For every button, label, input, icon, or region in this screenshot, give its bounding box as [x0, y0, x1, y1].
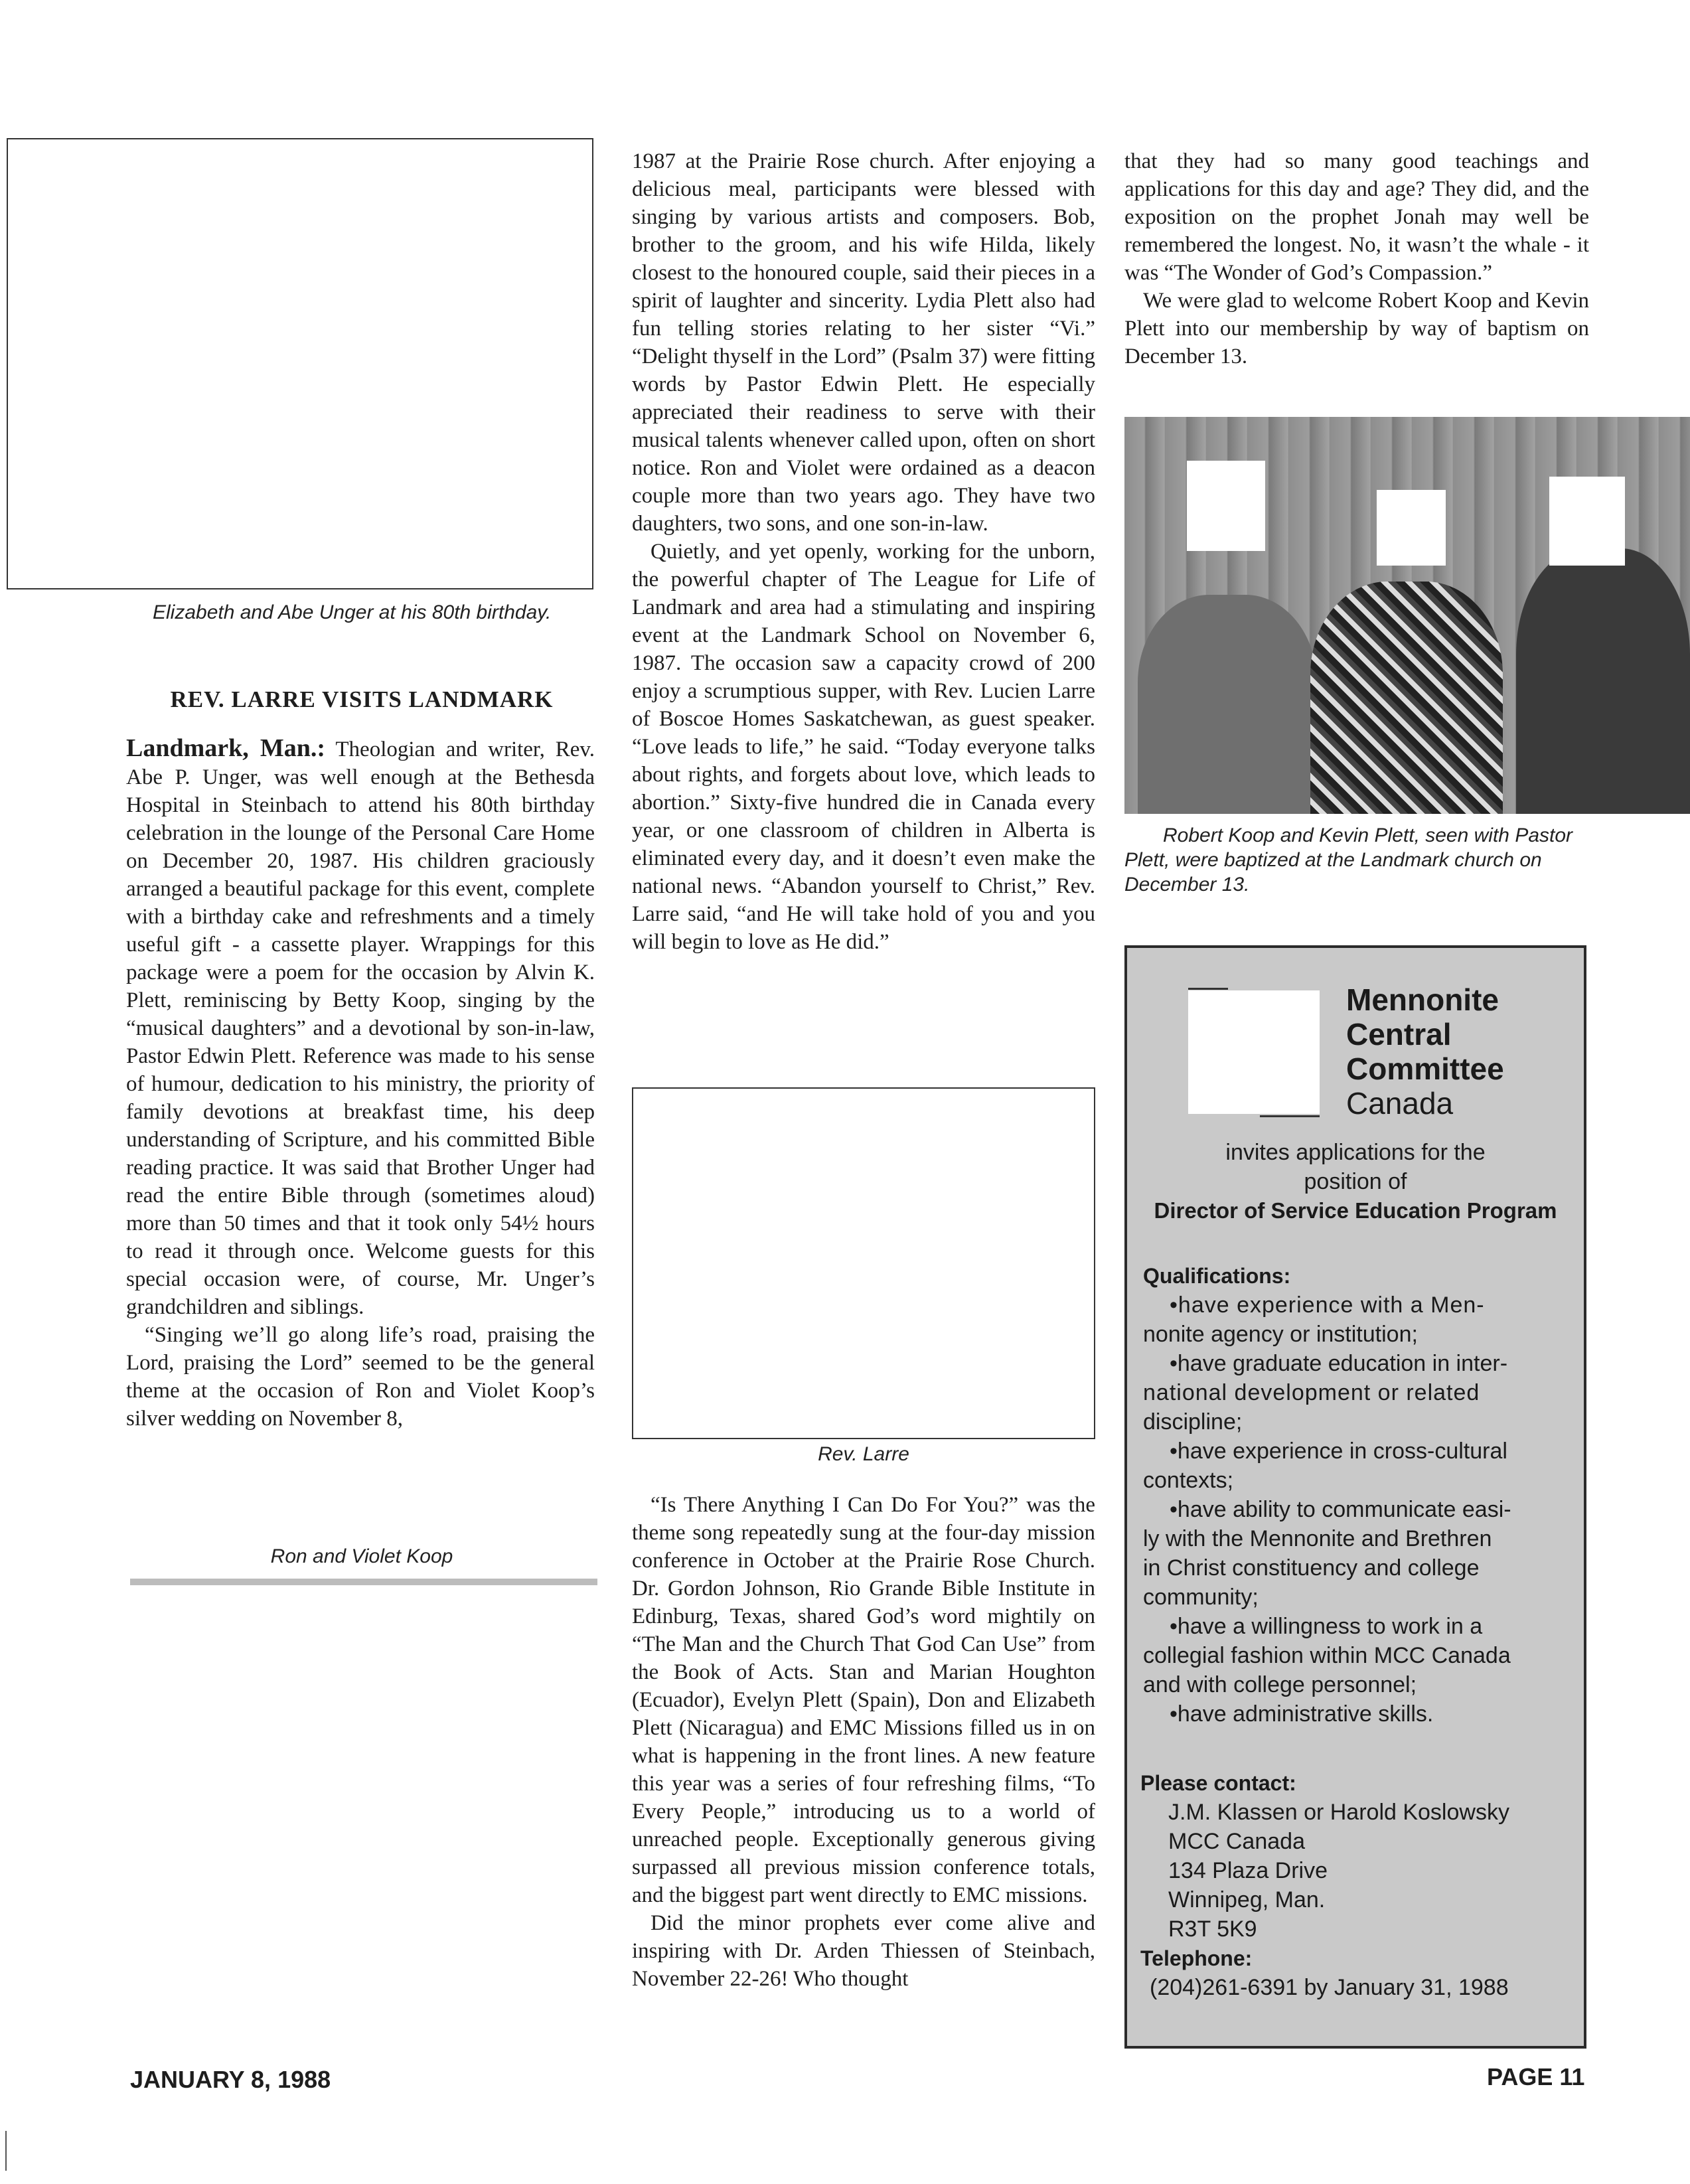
column2-p2: Quietly, and yet openly, working for the unborn, the powerful chapter of The League for Life of Landmark and area had a stimulating and inspiring event at the Landmark School on November 6, 1987. The occasion saw a capacity crowd of 200 enjoy a scrumptious supper, with Rev. Lucien Larre of Boscoe Homes Saskatchewan, as guest speaker. “Love leads to life,” he said. “Today everyone talks about rights, and forgets about love, which leads to abortion.” Sixty-five hundred die in Canada every year, or one classroom of children in Alberta is eliminated every day, and it doesn’t even make the national news. “Abandon yourself to Christ,” Rev. Larre said, “and He will take hold of you and you will begin to love as He did.” — [632, 540, 1095, 954]
column3-p1: that they had so many good teachings and applications for this day and age? They did, and the exposition on the prophet Jonah may well be remembered the longest. No, it wasn’t the whale - it was “The Wonder of God’s Compassion.” — [1124, 149, 1589, 285]
article-heading: REV. LARRE VISITS LANDMARK — [170, 686, 554, 712]
org-line2: Central — [1346, 1017, 1452, 1052]
column2-bottom — [632, 1491, 1095, 1993]
article1-lead: Landmark, Man.: — [126, 734, 326, 762]
qualifications-heading: Qualifications: — [1143, 1264, 1291, 1288]
column2-p1: 1987 at the Prairie Rose church. After enjoying a delicious meal, participants were blessed with singing by various artists and composers. Bob, brother to the groom, and his wife Hilda, likely closest to the honoured couple, said their pieces in a spirit of laughter and sincerity. Lydia Plett also had fun telling stories relating to her sister “Vi.” “Delight thyself in the Lord” (Psalm 37) were fitting words by Pastor Edwin Plett. He especially appreciated their readiness to serve with their musical talents whenever called upon, often on short notice. Ron and Violet were ordained as a deacon couple more than two years ago. They have two daughters, two sons, and one son-in-law. — [632, 149, 1095, 536]
qual-3b: contexts; — [1143, 1468, 1234, 1493]
telephone-number: (204)261-6391 by January 31, 1988 — [1150, 1975, 1509, 2000]
qual-1a: •have experience with a Men- — [1170, 1292, 1485, 1318]
article1-body — [126, 734, 595, 1433]
face-redaction-right — [1549, 477, 1625, 566]
telephone-heading: Telephone: — [1140, 1946, 1253, 1970]
baptism-photo — [1124, 417, 1690, 814]
unger-photo-caption: Elizabeth and Abe Unger at his 80th birthday. — [153, 601, 552, 623]
larre-photo-caption: Rev. Larre — [818, 1443, 909, 1465]
org-line1: Mennonite — [1346, 982, 1499, 1017]
org-line4: Canada — [1346, 1086, 1454, 1121]
qual-2c: discipline; — [1143, 1409, 1243, 1435]
invites-text — [1127, 1138, 1584, 1225]
larre-photo — [632, 1087, 1095, 1439]
logo-line-top — [1188, 988, 1228, 990]
page-number: PAGE 11 — [1487, 2063, 1585, 2090]
koop-photo — [130, 1579, 597, 2051]
article1-p1: Theologian and writer, Rev. Abe P. Unger, was well enough at the Bethesda Hospital in Steinbach to attend his 80th birthday celebration in the lounge of the Personal Care Home on December 20, 1987. His children graciously arranged a beautiful package for this event, complete with a birthday cake and refreshments and a timely useful gift - a cassette player. Wrappings for this package were a poem for the occasion by Alvin K. Plett, reminiscing by Betty Koop, singing by the “musical daughters” and a devotional by son-in-law, Pastor Edwin Plett. Reference was made to his sense of humour, dedication to his ministry, the priority of family devotions at breakfast time, his deep understanding of Scripture, and his committed Bible reading practice. It was said that Brother Unger had read the entire Bible through (sometimes aloud) more than 50 times and that it took only 54½ hours to read it through once. Welcome guests for this special occasion were, of course, Mr. Unger’s grandchildren and siblings. — [126, 738, 595, 1319]
qual-6: •have administrative skills. — [1170, 1701, 1434, 1727]
qual-1b: nonite agency or institution; — [1143, 1322, 1418, 1347]
person-left — [1138, 595, 1317, 814]
invites-line2: position of — [1304, 1169, 1407, 1194]
mcc-org-name — [1346, 982, 1504, 1121]
face-redaction-left — [1187, 461, 1265, 551]
qual-5b: collegial fashion within MCC Canada — [1143, 1643, 1511, 1668]
contact-1: J.M. Klassen or Harold Koslowsky — [1168, 1800, 1509, 1825]
issue-date: JANUARY 8, 1988 — [130, 2066, 331, 2093]
mcc-advertisement — [1124, 945, 1586, 2049]
column3-p2: We were glad to welcome Robert Koop and Kevin Plett into our membership by way of baptism on December 13. — [1124, 289, 1589, 368]
scan-edge-mark — [5, 2131, 7, 2171]
qual-2b: national development or related — [1143, 1380, 1480, 1405]
position-title: Director of Service Education Program — [1154, 1198, 1557, 1223]
qual-3a: •have experience in cross-cultural — [1170, 1439, 1507, 1464]
invites-line1: invites applications for the — [1225, 1140, 1486, 1165]
column2-p4: Did the minor prophets ever come alive and inspiring with Dr. Arden Thiessen of Steinbach, November 22-26! Who thought — [632, 1911, 1095, 1991]
contact-4: Winnipeg, Man. — [1168, 1887, 1326, 1912]
contact-heading: Please contact: — [1140, 1771, 1296, 1795]
qual-5a: •have a willingness to work in a — [1170, 1614, 1483, 1639]
qual-4d: community; — [1143, 1585, 1259, 1610]
contact-5: R3T 5K9 — [1168, 1916, 1257, 1942]
qual-4b: ly with the Mennonite and Brethren — [1143, 1526, 1492, 1551]
qual-2a: •have graduate education in inter- — [1170, 1351, 1508, 1376]
org-line3: Committee — [1346, 1052, 1504, 1086]
contact-block — [1140, 1768, 1578, 2002]
unger-photo — [7, 138, 593, 589]
qual-5c: and with college personnel; — [1143, 1672, 1417, 1697]
koop-photo-caption: Ron and Violet Koop — [270, 1545, 453, 1567]
face-redaction-middle — [1377, 490, 1446, 566]
mcc-logo — [1188, 990, 1320, 1114]
qual-4c: in Christ constituency and college — [1143, 1555, 1480, 1581]
person-right — [1516, 548, 1690, 814]
logo-line-bottom — [1260, 1115, 1320, 1117]
column2-top — [632, 147, 1095, 956]
qualifications — [1143, 1261, 1575, 1729]
person-middle — [1310, 582, 1503, 814]
column3-top — [1124, 147, 1589, 370]
qual-4a: •have ability to communicate easi- — [1170, 1497, 1511, 1522]
column2-p3: “Is There Anything I Can Do For You?” was the theme song repeatedly sung at the four-day mission conference in October at the Prairie Rose Church. Dr. Gordon Johnson, Rio Grande Bible Institute in Edinburg, Texas, shared God’s word mightily on “The Man and the Church That God Can Use” from the Book of Acts. Stan and Marian Houghton (Ecuador), Evelyn Plett (Spain), Don and Elizabeth Plett (Nicaragua) and EMC Missions filled us in on what is happening in the front lines. A new feature this year was a series of four refreshing films, “To Every People,” introducing us to a world of unreached people. Exceptionally generous giving surpassed all previous mission conference totals, and the biggest part went directly to EMC missions. — [632, 1493, 1095, 1907]
article1-p2: “Singing we’ll go along life’s road, praising the Lord, praising the Lord” seemed to be the general theme at the occasion of Ron and Violet Koop’s silver wedding on November 8, — [126, 1323, 595, 1431]
contact-2: MCC Canada — [1168, 1829, 1305, 1854]
contact-3: 134 Plaza Drive — [1168, 1858, 1328, 1883]
baptism-photo-caption: Robert Koop and Kevin Plett, seen with Pastor Plett, were baptized at the Landmark church on December 13. — [1124, 824, 1573, 896]
